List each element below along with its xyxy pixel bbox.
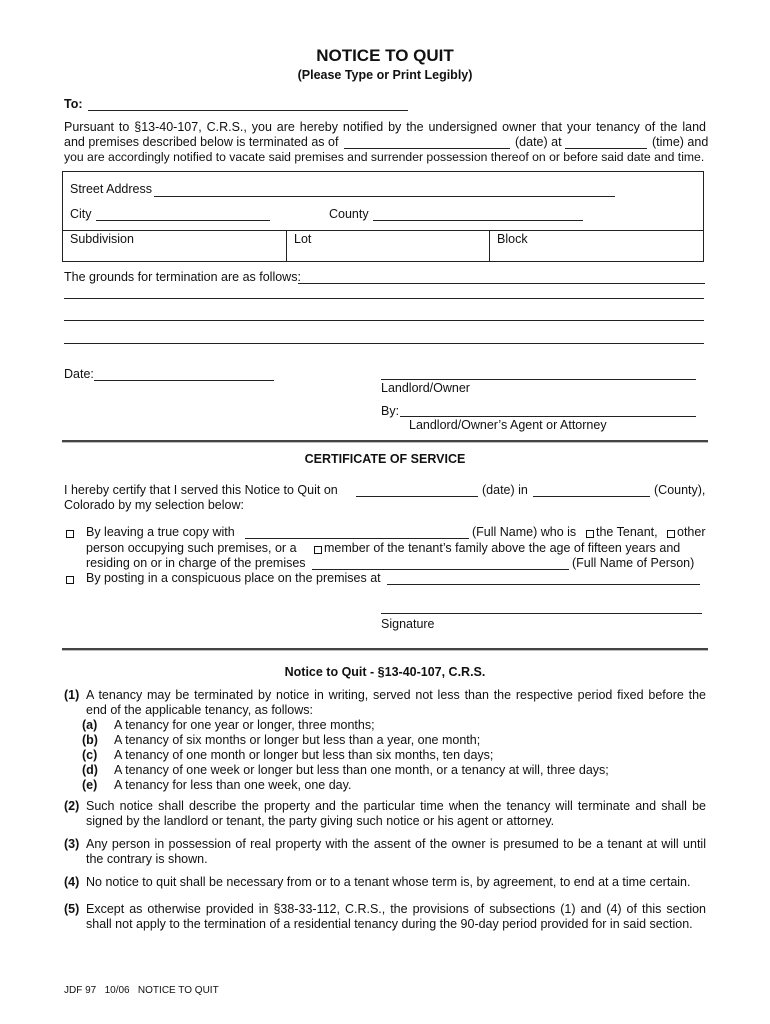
opt1-a: By leaving a true copy with bbox=[86, 525, 235, 539]
subitem-d-text: A tenancy of one week or longer but less than one month, or a tenancy at will, three days; bbox=[114, 763, 609, 777]
agent-label: Landlord/Owner’s Agent or Attorney bbox=[409, 418, 607, 432]
date-label: Date: bbox=[64, 367, 94, 381]
agent-signature-field[interactable] bbox=[400, 416, 696, 417]
box-divider-v1 bbox=[286, 230, 287, 262]
subitem-d-letter: (d) bbox=[82, 763, 98, 777]
posting-checkbox[interactable] bbox=[66, 576, 74, 584]
subitem-c-letter: (c) bbox=[82, 748, 98, 762]
opt1-line3-b: (Full Name of Person) bbox=[572, 556, 695, 570]
intro-line-2a: and premises described below is terminated as of bbox=[64, 135, 339, 149]
landlord-signature-field[interactable] bbox=[381, 379, 696, 380]
county-field[interactable] bbox=[373, 220, 583, 221]
statute-item-2-num: (2) bbox=[64, 799, 80, 813]
city-field[interactable] bbox=[96, 220, 270, 221]
statute-item-5-line-2: shall not apply to the termination of a residential tenancy during the 90-day period provided for in said section. bbox=[86, 917, 693, 931]
lot-label: Lot bbox=[294, 232, 312, 246]
statute-item-5-line-1: Except as otherwise provided in §38-33-112, C.R.S., the provisions of subsections (1) and (4) of this section bbox=[86, 902, 706, 916]
grounds-label: The grounds for termination are as follows: bbox=[64, 270, 301, 284]
cert-date-field[interactable] bbox=[356, 496, 478, 497]
statute-heading: Notice to Quit - §13-40-107, C.R.S. bbox=[284, 665, 486, 679]
subitem-e-text: A tenancy for less than one week, one day. bbox=[114, 778, 352, 792]
opt1-d: other bbox=[677, 525, 706, 539]
section-separator-2 bbox=[62, 648, 708, 651]
family-member-checkbox[interactable] bbox=[314, 546, 322, 554]
grounds-field-2[interactable] bbox=[64, 298, 704, 299]
subdivision-label: Subdivision bbox=[70, 232, 134, 246]
box-divider bbox=[62, 230, 704, 231]
opt2-location-field[interactable] bbox=[387, 584, 700, 585]
intro-line-2c: (time) and bbox=[652, 135, 709, 149]
grounds-field-3[interactable] bbox=[64, 320, 704, 321]
opt2-text: By posting in a conspicuous place on the premises at bbox=[86, 571, 381, 585]
section-separator-1 bbox=[62, 440, 708, 443]
page-subtitle: (Please Type or Print Legibly) bbox=[297, 68, 473, 82]
certificate-heading: CERTIFICATE OF SERVICE bbox=[304, 452, 466, 466]
cert-line-1c: (County), bbox=[654, 483, 706, 497]
statute-item-2-line-1: Such notice shall describe the property and the particular time when the tenancy will terminate and shall be bbox=[86, 799, 706, 813]
opt1-line3-a: residing on or in charge of the premises bbox=[86, 556, 306, 570]
box-divider-v2 bbox=[489, 230, 490, 262]
statute-item-4-line-1: No notice to quit shall be necessary from or to a tenant whose term is, by agreement, to end at a time certain. bbox=[86, 875, 691, 889]
subitem-e-letter: (e) bbox=[82, 778, 98, 792]
block-label: Block bbox=[497, 232, 528, 246]
cert-line-1a: I hereby certify that I served this Notice to Quit on bbox=[64, 483, 338, 497]
subitem-b-letter: (b) bbox=[82, 733, 98, 747]
date-field[interactable] bbox=[94, 380, 274, 381]
county-label: County bbox=[329, 207, 369, 221]
leave-copy-checkbox[interactable] bbox=[66, 530, 74, 538]
intro-line-1: Pursuant to §13-40-107, C.R.S., you are hereby notified by the undersigned owner that your tenancy of the land bbox=[64, 120, 706, 134]
signature-label: Signature bbox=[381, 617, 435, 631]
to-label: To: bbox=[64, 97, 83, 111]
subitem-a-letter: (a) bbox=[82, 718, 98, 732]
opt1-line2-a: person occupying such premises, or a bbox=[86, 541, 297, 555]
opt1-name-field[interactable] bbox=[245, 538, 469, 539]
statute-item-1-line-2: end of the applicable tenancy, as follows: bbox=[86, 703, 313, 717]
statute-item-2-line-2: signed by the landlord or tenant, the party giving such notice or his agent or attorney. bbox=[86, 814, 555, 828]
opt1-line2-b: member of the tenant’s family above the age of fifteen years and bbox=[324, 541, 681, 555]
cert-line-2: Colorado by my selection below: bbox=[64, 498, 244, 512]
intro-line-3: you are accordingly notified to vacate said premises and surrender possession thereof on or before said date and time. bbox=[64, 150, 705, 164]
subitem-c-text: A tenancy of one month or longer but less than six months, ten days; bbox=[114, 748, 494, 762]
street-address-label: Street Address bbox=[70, 182, 152, 196]
cert-signature-field[interactable] bbox=[381, 613, 702, 614]
grounds-field-1[interactable] bbox=[298, 283, 705, 284]
other-checkbox[interactable] bbox=[667, 530, 675, 538]
subitem-a-text: A tenancy for one year or longer, three months; bbox=[114, 718, 375, 732]
statute-item-3-num: (3) bbox=[64, 837, 80, 851]
form-footer: JDF 97 10/06 NOTICE TO QUIT bbox=[64, 985, 219, 996]
cert-county-field[interactable] bbox=[533, 496, 650, 497]
property-box bbox=[62, 171, 704, 262]
cert-line-1b: (date) in bbox=[482, 483, 528, 497]
street-address-field[interactable] bbox=[154, 196, 615, 197]
statute-item-4-num: (4) bbox=[64, 875, 80, 889]
termination-date-field[interactable] bbox=[344, 148, 510, 149]
termination-time-field[interactable] bbox=[565, 148, 647, 149]
city-label: City bbox=[70, 207, 92, 221]
statute-item-3-line-2: the contrary is shown. bbox=[86, 852, 208, 866]
page-title: NOTICE TO QUIT bbox=[316, 46, 454, 65]
statute-item-1-line-1: A tenancy may be terminated by notice in writing, served not less than the respective period fixed before the bbox=[86, 688, 706, 702]
subitem-b-text: A tenancy of six months or longer but less than a year, one month; bbox=[114, 733, 481, 747]
grounds-field-4[interactable] bbox=[64, 343, 704, 344]
statute-item-1-num: (1) bbox=[64, 688, 80, 702]
opt1-person-field[interactable] bbox=[312, 569, 569, 570]
tenant-checkbox[interactable] bbox=[586, 530, 594, 538]
statute-item-3-line-1: Any person in possession of real property with the assent of the owner is presumed to be a tenant at will until bbox=[86, 837, 706, 851]
statute-item-5-num: (5) bbox=[64, 902, 80, 916]
by-label: By: bbox=[381, 404, 400, 418]
opt1-b: (Full Name) who is bbox=[472, 525, 577, 539]
landlord-label: Landlord/Owner bbox=[381, 381, 470, 395]
intro-line-2b: (date) at bbox=[515, 135, 562, 149]
to-field[interactable] bbox=[88, 110, 408, 111]
opt1-c: the Tenant, bbox=[596, 525, 658, 539]
